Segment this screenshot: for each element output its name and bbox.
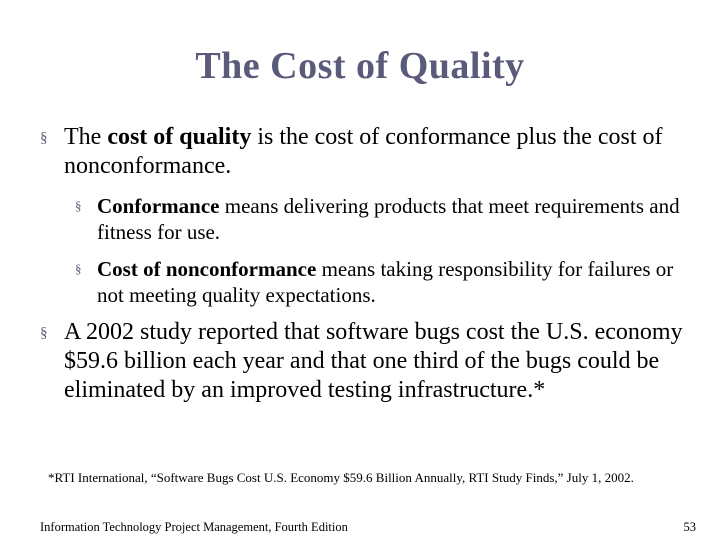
bullet-cost-of-quality (40, 123, 694, 181)
bullet-2002-study (40, 318, 694, 405)
bullet-text-post: is the cost of conformance plus the cost of nonconformance. (64, 124, 663, 179)
bullet-text-post: means delivering products that meet requirements and fitness for use. (97, 194, 680, 244)
slide-title: The Cost of Quality (195, 45, 525, 87)
bullet-text-post: means taking responsibility for failures or not meeting quality expectations. (97, 257, 674, 307)
bullet-text-pre: The (64, 124, 108, 150)
bullet-term: Cost of nonconformance (97, 257, 317, 281)
footer-book-title: Information Technology Project Management, Fourth Edition (40, 520, 348, 534)
bullet-text: A 2002 study reported that software bugs cost the U.S. economy $59.6 billion each year and that one third of the bugs could be eliminated by an improved testing infrastructure.* (64, 319, 683, 403)
bullet-term: Conformance (97, 194, 220, 218)
bullet-marker: § (75, 198, 82, 213)
bullet-term: cost of quality (107, 124, 252, 150)
bullet-marker: § (75, 261, 82, 276)
footnote: *RTI International, “Software Bugs Cost U.S. Economy $59.6 Billion Annually, RTI Study Finds,” July 1, 2002. (48, 470, 634, 485)
sub-bullet-nonconformance (75, 256, 697, 308)
bullet-marker: § (40, 130, 48, 146)
bullet-marker: § (40, 325, 48, 341)
page-number: 53 (683, 520, 696, 534)
sub-bullet-conformance (75, 193, 697, 245)
